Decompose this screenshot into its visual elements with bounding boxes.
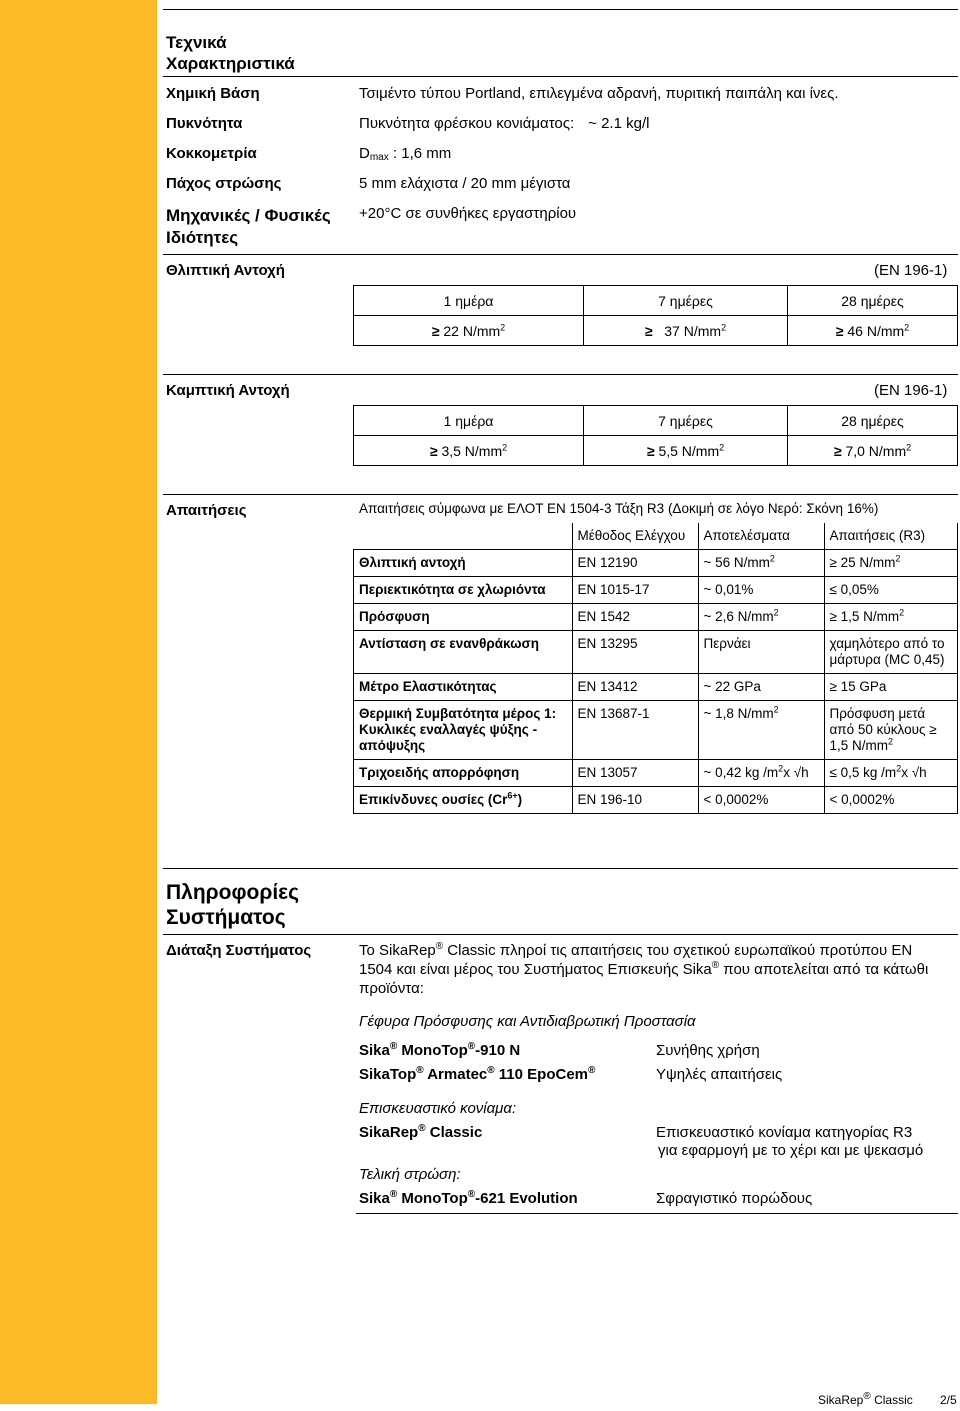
product-sikarep-desc-2: για εφαρμογή με το χέρι και με ψεκασμό: [658, 1142, 924, 1159]
product-armatec-desc: Υψηλές απαιτήσεις: [656, 1066, 783, 1083]
product-monotop-621-desc: Σφραγιστικό πορώδους: [656, 1190, 813, 1207]
product-monotop-621: Sika® MonoTop®-621 Evolution: [359, 1189, 578, 1207]
flexural-header: 1 ημέρα: [354, 406, 584, 436]
density-amount: ~ 2.1 kg/l: [588, 115, 650, 132]
table-row: Τριχοειδής απορρόφηση EN 13057 ~ 0,42 kg $/m^2x$ √h ≤ 0,5 kg $/m^2x$ √h: [354, 760, 958, 787]
page-number: 2/5: [940, 1393, 957, 1407]
mech-label: Μηχανικές / Φυσικές Ιδιότητες: [166, 206, 331, 247]
rule: [163, 494, 958, 495]
flexural-table: [353, 405, 958, 466]
compressive-table: [353, 285, 958, 346]
section-title-tech: Τεχνικά Χαρακτηριστικά: [166, 33, 295, 73]
table-row: Θλιπτική αντοχή EN 12190 ~ 56 $N/mm^2$ ≥ 25 $N/mm^2$: [354, 550, 958, 577]
flexural-label: Καμπτική Αντοχή: [166, 382, 290, 399]
grain-label: Κοκκομετρία: [166, 145, 257, 162]
product-sikarep-desc: Επισκευαστικό κονίαμα κατηγορίας R3: [656, 1124, 913, 1141]
table-row: Μέτρο Ελαστικότητας EN 13412 ~ 22 GPa ≥ 15 GPa: [354, 674, 958, 701]
flexural-value: ≥ 7,0 $N/mm^2$: [788, 436, 958, 466]
product-monotop-910-desc: Συνήθης χρήση: [656, 1042, 760, 1059]
flexural-standard: (EN 196-1): [874, 382, 948, 399]
repair-heading: Επισκευαστικό κονίαμα:: [359, 1100, 517, 1117]
compressive-value: ≥ 46 $N/mm^2$: [788, 316, 958, 346]
table-row: Επικίνδυνες ουσίες $(Cr^{6+})$ EN 196-10 < 0,0002% < 0,0002%: [354, 787, 958, 814]
rule: [163, 254, 958, 255]
table-row: Πρόσφυση EN 1542 ~ 2,6 $N/mm^2$ ≥ 1,5 $N/mm^2$: [354, 604, 958, 631]
compressive-header: 1 ημέρα: [354, 286, 584, 316]
thickness-label: Πάχος στρώσης: [166, 175, 282, 192]
requirements-header-empty: [354, 523, 573, 550]
requirements-table: [353, 523, 958, 814]
compressive-standard: (EN 196-1): [874, 262, 948, 279]
chemical-value: Τσιμέντο τύπου Portland, επιλεγμένα αδρανή, πυριτική παιπάλη και ίνες.: [359, 85, 839, 102]
rule: [356, 1213, 958, 1214]
density-label: Πυκνότητα: [166, 115, 243, 132]
requirements-label: Απαιτήσεις: [166, 502, 247, 519]
compressive-value: ≥ 22 $N/mm^2$: [354, 316, 584, 346]
table-row: Θερμική Συμβατότητα μέρος 1: Κυκλικές εναλλαγές ψύξης - απόψυξης EN 13687-1 ~ 1,8 $N/mm^2$ Πρόσφυση μετά από 50 κύκλους ≥ 1,5 $N/mm^2$: [354, 701, 958, 760]
rule: [163, 868, 958, 869]
compressive-header: 28 ημέρες: [788, 286, 958, 316]
compressive-value: ≥ 37 $N/mm^2$: [584, 316, 788, 346]
bond-heading: Γέφυρα Πρόσφυσης και Αντιδιαβρωτική Προστασία: [359, 1013, 696, 1030]
flexural-value: ≥ 3,5 $N/mm^2$: [354, 436, 584, 466]
grain-value: $D_{max}$ : 1,6 mm: [359, 145, 452, 163]
requirements-intro: Απαιτήσεις σύμφωνα με ΕΛΟΤ ΕΝ 1504-3 Τάξη R3 (Δοκιμή σε λόγο Νερό: Σκόνη 16%): [359, 501, 879, 516]
requirements-header: Απαιτήσεις (R3): [824, 523, 958, 550]
requirements-header: Αποτελέσματα: [698, 523, 824, 550]
density-value: Πυκνότητα φρέσκου κονιάματος: ~ 2.1 kg/l: [359, 115, 650, 132]
compressive-label: Θλιπτική Αντοχή: [166, 262, 285, 279]
table-row: Περιεκτικότητα σε χλωριόντα EN 1015-17 ~ 0,01% ≤ 0,05%: [354, 577, 958, 604]
mech-value: +20°C σε συνθήκες εργαστηρίου: [359, 205, 577, 222]
system-intro: Το SikaRep® Classic πληροί τις απαιτήσεις του σχετικού ευρωπαϊκού προτύπου EN 1504 και είναι μέρος του Συστήματος Επισκευής Sika® που αποτελείται από τα κάτωθι προϊόντα:: [359, 941, 929, 997]
final-heading: Τελική στρώση:: [359, 1166, 461, 1183]
system-label: Διάταξη Συστήματος: [166, 942, 312, 959]
product-sikarep: SikaRep® Classic: [359, 1123, 483, 1141]
rule: [163, 76, 958, 77]
section-title-system: Πληροφορίες Συστήματος: [166, 881, 300, 929]
rule: [163, 374, 958, 375]
sidebar-accent: [0, 0, 157, 1404]
rule: [163, 934, 958, 935]
chemical-label: Χημική Βάση: [166, 85, 260, 102]
flexural-header: 28 ημέρες: [788, 406, 958, 436]
thickness-value: 5 mm ελάχιστα / 20 mm μέγιστα: [359, 175, 571, 192]
top-rule: [163, 9, 958, 10]
product-armatec: SikaTop® Armatec® 110 EpoCem®: [359, 1065, 596, 1083]
flexural-header: 7 ημέρες: [584, 406, 788, 436]
flexural-value: ≥ 5,5 $N/mm^2$: [584, 436, 788, 466]
product-monotop-910: Sika® MonoTop®-910 N: [359, 1041, 521, 1059]
compressive-header: 7 ημέρες: [584, 286, 788, 316]
requirements-header: Μέθοδος Ελέγχου: [572, 523, 698, 550]
footer-product: SikaRep® Classic: [818, 1391, 913, 1407]
table-row: Αντίσταση σε ενανθράκωση EN 13295 Περνάει χαμηλότερο από το μάρτυρα (MC 0,45): [354, 631, 958, 674]
